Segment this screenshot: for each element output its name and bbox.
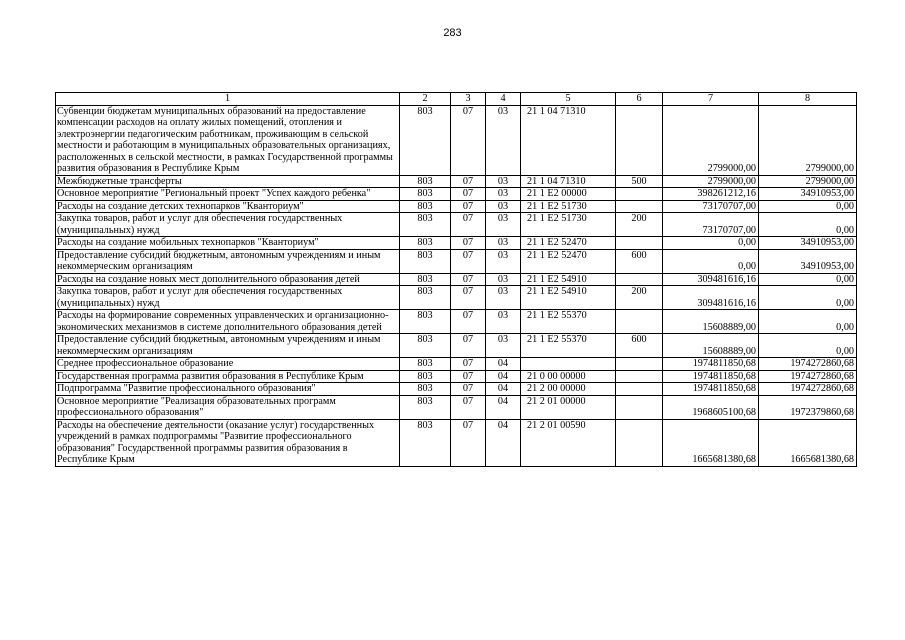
section-code-cell: 07 bbox=[451, 419, 486, 466]
section-code-cell: 07 bbox=[451, 310, 486, 334]
expense-name-cell: Расходы на формирование современных управленческих и организационно-экономических механизмов в системе дополнительного образования детей bbox=[56, 310, 400, 334]
table-row bbox=[56, 383, 857, 396]
target-article-cell: 21 1 04 71310 bbox=[521, 105, 616, 175]
grbs-code-cell: 803 bbox=[400, 419, 451, 466]
table-row bbox=[56, 395, 857, 419]
amount-year1-cell: 1974811850,68 bbox=[663, 358, 759, 371]
grbs-code-cell: 803 bbox=[400, 188, 451, 201]
expense-type-cell bbox=[616, 188, 663, 201]
expense-name-cell: Расходы на обеспечение деятельности (оказание услуг) государственных учреждений в рамках подпрограммы "Развитие профессионального образования" Государственной программы развития образования в Республике Крым bbox=[56, 419, 400, 466]
subsection-code-cell: 03 bbox=[486, 237, 521, 250]
target-article-cell: 21 1 E2 55370 bbox=[521, 310, 616, 334]
header-cell: 7 bbox=[663, 93, 759, 106]
section-code-cell: 07 bbox=[451, 237, 486, 250]
target-article-cell: 21 1 E2 51730 bbox=[521, 200, 616, 213]
subsection-code-cell: 04 bbox=[486, 358, 521, 371]
expense-type-cell bbox=[616, 383, 663, 396]
amount-year2-cell: 0,00 bbox=[759, 213, 857, 237]
expense-type-cell bbox=[616, 237, 663, 250]
table-row bbox=[56, 419, 857, 466]
section-code-cell: 07 bbox=[451, 286, 486, 310]
target-article-cell: 21 1 E2 52470 bbox=[521, 237, 616, 250]
section-code-cell: 07 bbox=[451, 370, 486, 383]
section-code-cell: 07 bbox=[451, 249, 486, 273]
expense-type-cell bbox=[616, 419, 663, 466]
expense-type-cell: 600 bbox=[616, 249, 663, 273]
grbs-code-cell: 803 bbox=[400, 370, 451, 383]
section-code-cell: 07 bbox=[451, 200, 486, 213]
page-number: 283 bbox=[443, 27, 462, 39]
section-code-cell: 07 bbox=[451, 188, 486, 201]
amount-year2-cell: 2799000,00 bbox=[759, 105, 857, 175]
amount-year2-cell: 1974272860,68 bbox=[759, 370, 857, 383]
header-cell: 2 bbox=[400, 93, 451, 106]
target-article-cell: 21 2 00 00000 bbox=[521, 383, 616, 396]
grbs-code-cell: 803 bbox=[400, 200, 451, 213]
table-row bbox=[56, 188, 857, 201]
subsection-code-cell: 03 bbox=[486, 105, 521, 175]
subsection-code-cell: 04 bbox=[486, 370, 521, 383]
table-row bbox=[56, 273, 857, 286]
section-code-cell: 07 bbox=[451, 105, 486, 175]
amount-year1-cell: 15608889,00 bbox=[663, 334, 759, 358]
expense-type-cell: 600 bbox=[616, 334, 663, 358]
amount-year2-cell: 0,00 bbox=[759, 286, 857, 310]
grbs-code-cell: 803 bbox=[400, 286, 451, 310]
target-article-cell: 21 1 E2 51730 bbox=[521, 213, 616, 237]
expense-name-cell: Расходы на создание мобильных технопарков "Кванториум" bbox=[56, 237, 400, 250]
amount-year2-cell: 1665681380,68 bbox=[759, 419, 857, 466]
table-row bbox=[56, 358, 857, 371]
amount-year2-cell: 34910953,00 bbox=[759, 237, 857, 250]
header-cell: 6 bbox=[616, 93, 663, 106]
amount-year2-cell: 0,00 bbox=[759, 200, 857, 213]
target-article-cell: 21 1 E2 52470 bbox=[521, 249, 616, 273]
grbs-code-cell: 803 bbox=[400, 105, 451, 175]
header-cell: 5 bbox=[521, 93, 616, 106]
target-article-cell bbox=[521, 358, 616, 371]
grbs-code-cell: 803 bbox=[400, 395, 451, 419]
target-article-cell: 21 2 01 00590 bbox=[521, 419, 616, 466]
amount-year2-cell: 0,00 bbox=[759, 310, 857, 334]
target-article-cell: 21 1 04 71310 bbox=[521, 175, 616, 188]
grbs-code-cell: 803 bbox=[400, 383, 451, 396]
expense-type-cell bbox=[616, 358, 663, 371]
grbs-code-cell: 803 bbox=[400, 358, 451, 371]
expense-name-cell: Государственная программа развития образования в Республике Крым bbox=[56, 370, 400, 383]
grbs-code-cell: 803 bbox=[400, 249, 451, 273]
amount-year2-cell: 0,00 bbox=[759, 273, 857, 286]
expense-name-cell: Расходы на создание новых мест дополнительного образования детей bbox=[56, 273, 400, 286]
expense-name-cell: Закупка товаров, работ и услуг для обеспечения государственных (муниципальных) нужд bbox=[56, 286, 400, 310]
subsection-code-cell: 03 bbox=[486, 188, 521, 201]
amount-year1-cell: 1665681380,68 bbox=[663, 419, 759, 466]
grbs-code-cell: 803 bbox=[400, 273, 451, 286]
expense-type-cell bbox=[616, 200, 663, 213]
subsection-code-cell: 03 bbox=[486, 213, 521, 237]
amount-year1-cell: 0,00 bbox=[663, 237, 759, 250]
target-article-cell: 21 1 E2 00000 bbox=[521, 188, 616, 201]
subsection-code-cell: 04 bbox=[486, 419, 521, 466]
table-row bbox=[56, 286, 857, 310]
table-row bbox=[56, 200, 857, 213]
header-cell: 4 bbox=[486, 93, 521, 106]
amount-year1-cell: 2799000,00 bbox=[663, 105, 759, 175]
subsection-code-cell: 03 bbox=[486, 273, 521, 286]
expense-type-cell: 500 bbox=[616, 175, 663, 188]
amount-year1-cell: 1974811850,68 bbox=[663, 383, 759, 396]
expense-name-cell: Закупка товаров, работ и услуг для обеспечения государственных (муниципальных) нужд bbox=[56, 213, 400, 237]
amount-year1-cell: 1974811850,68 bbox=[663, 370, 759, 383]
table-row bbox=[56, 310, 857, 334]
expense-name-cell: Субвенции бюджетам муниципальных образований на предоставление компенсации расходов на оплату жилых помещений, отопления и электроэнергии педагогическим работникам, проживающим в сельской местности и работающим в муниципальных образовательных организациях, расположенных в сельской местности, в рамках Государственной программы развития образования в Республике Крым bbox=[56, 105, 400, 175]
amount-year1-cell: 1968605100,68 bbox=[663, 395, 759, 419]
grbs-code-cell: 803 bbox=[400, 334, 451, 358]
section-code-cell: 07 bbox=[451, 273, 486, 286]
expense-type-cell bbox=[616, 370, 663, 383]
header-cell: 8 bbox=[759, 93, 857, 106]
section-code-cell: 07 bbox=[451, 175, 486, 188]
subsection-code-cell: 03 bbox=[486, 334, 521, 358]
expense-name-cell: Подпрограмма "Развитие профессионального образования" bbox=[56, 383, 400, 396]
amount-year2-cell: 34910953,00 bbox=[759, 249, 857, 273]
target-article-cell: 21 0 00 00000 bbox=[521, 370, 616, 383]
section-code-cell: 07 bbox=[451, 334, 486, 358]
table-row bbox=[56, 334, 857, 358]
expense-name-cell: Расходы на создание детских технопарков "Кванториум" bbox=[56, 200, 400, 213]
expense-name-cell: Основное мероприятие "Региональный проект "Успех каждого ребенка" bbox=[56, 188, 400, 201]
expense-name-cell: Основное мероприятие "Реализация образовательных программ профессионального образования" bbox=[56, 395, 400, 419]
amount-year2-cell: 1974272860,68 bbox=[759, 383, 857, 396]
subsection-code-cell: 03 bbox=[486, 249, 521, 273]
amount-year1-cell: 73170707,00 bbox=[663, 200, 759, 213]
expense-type-cell bbox=[616, 395, 663, 419]
table-row bbox=[56, 213, 857, 237]
amount-year1-cell: 309481616,16 bbox=[663, 286, 759, 310]
section-code-cell: 07 bbox=[451, 213, 486, 237]
subsection-code-cell: 03 bbox=[486, 310, 521, 334]
expense-name-cell: Межбюджетные трансферты bbox=[56, 175, 400, 188]
expense-name-cell: Среднее профессиональное образование bbox=[56, 358, 400, 371]
section-code-cell: 07 bbox=[451, 358, 486, 371]
expense-type-cell bbox=[616, 273, 663, 286]
target-article-cell: 21 1 E2 54910 bbox=[521, 273, 616, 286]
amount-year1-cell: 2799000,00 bbox=[663, 175, 759, 188]
amount-year2-cell: 2799000,00 bbox=[759, 175, 857, 188]
expense-name-cell: Предоставление субсидий бюджетным, автономным учреждениям и иным некоммерческим организациям bbox=[56, 334, 400, 358]
subsection-code-cell: 04 bbox=[486, 383, 521, 396]
subsection-code-cell: 03 bbox=[486, 286, 521, 310]
budget-table bbox=[55, 92, 857, 467]
expense-type-cell: 200 bbox=[616, 286, 663, 310]
amount-year2-cell: 34910953,00 bbox=[759, 188, 857, 201]
amount-year2-cell: 1972379860,68 bbox=[759, 395, 857, 419]
subsection-code-cell: 04 bbox=[486, 395, 521, 419]
expense-type-cell bbox=[616, 105, 663, 175]
table-row bbox=[56, 105, 857, 175]
amount-year1-cell: 309481616,16 bbox=[663, 273, 759, 286]
header-cell: 3 bbox=[451, 93, 486, 106]
amount-year1-cell: 15608889,00 bbox=[663, 310, 759, 334]
grbs-code-cell: 803 bbox=[400, 213, 451, 237]
amount-year2-cell: 0,00 bbox=[759, 334, 857, 358]
subsection-code-cell: 03 bbox=[486, 200, 521, 213]
section-code-cell: 07 bbox=[451, 395, 486, 419]
table-row bbox=[56, 237, 857, 250]
subsection-code-cell: 03 bbox=[486, 175, 521, 188]
expense-type-cell: 200 bbox=[616, 213, 663, 237]
header-cell: 1 bbox=[56, 93, 400, 106]
header-row bbox=[56, 93, 857, 106]
table-row bbox=[56, 249, 857, 273]
expense-name-cell: Предоставление субсидий бюджетным, автономным учреждениям и иным некоммерческим организациям bbox=[56, 249, 400, 273]
amount-year1-cell: 0,00 bbox=[663, 249, 759, 273]
amount-year1-cell: 73170707,00 bbox=[663, 213, 759, 237]
grbs-code-cell: 803 bbox=[400, 310, 451, 334]
target-article-cell: 21 1 E2 55370 bbox=[521, 334, 616, 358]
amount-year2-cell: 1974272860,68 bbox=[759, 358, 857, 371]
target-article-cell: 21 1 E2 54910 bbox=[521, 286, 616, 310]
target-article-cell: 21 2 01 00000 bbox=[521, 395, 616, 419]
grbs-code-cell: 803 bbox=[400, 237, 451, 250]
table-row bbox=[56, 370, 857, 383]
amount-year1-cell: 398261212,16 bbox=[663, 188, 759, 201]
grbs-code-cell: 803 bbox=[400, 175, 451, 188]
table-row bbox=[56, 175, 857, 188]
section-code-cell: 07 bbox=[451, 383, 486, 396]
expense-type-cell bbox=[616, 310, 663, 334]
